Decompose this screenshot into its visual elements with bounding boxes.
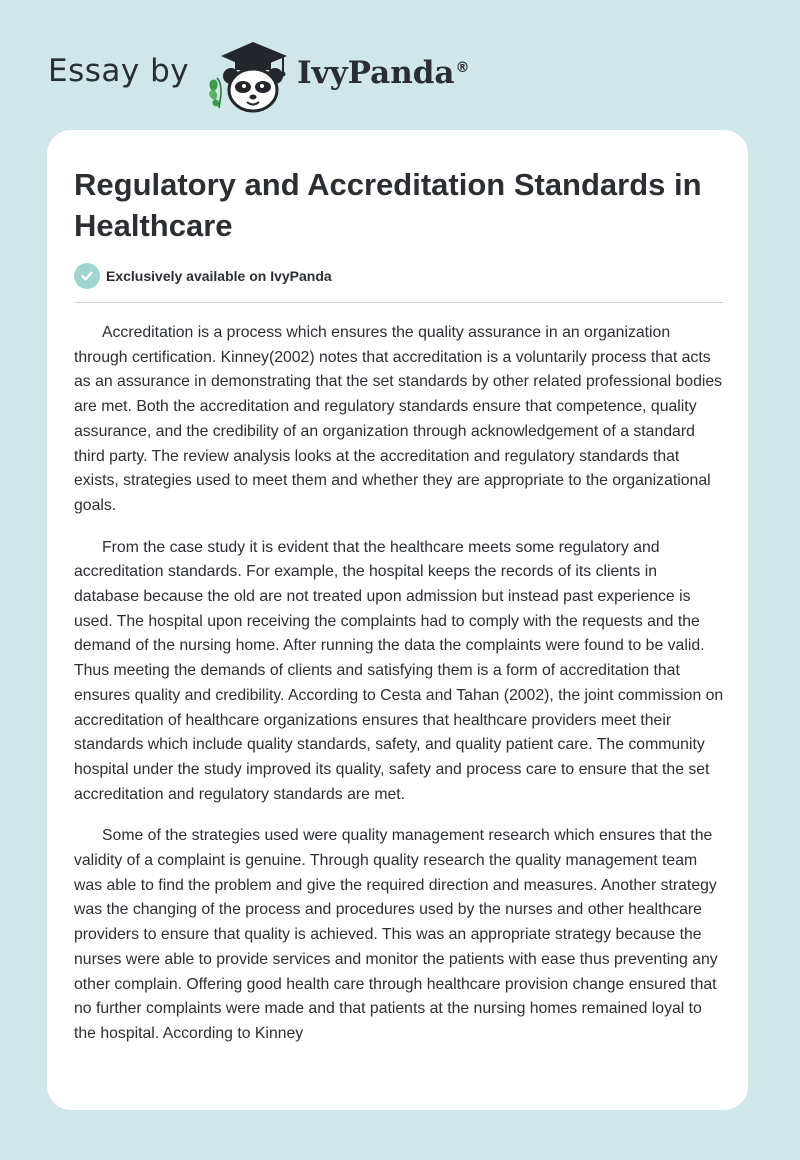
essay-title: Regulatory and Accreditation Standards in Healthcare bbox=[74, 167, 702, 243]
site-header bbox=[48, 34, 470, 114]
brand-name[interactable]: IvyPanda® bbox=[297, 55, 470, 91]
registered-mark: ® bbox=[455, 59, 470, 76]
essay-card bbox=[47, 130, 748, 1110]
paragraph: Some of the strategies used were quality management research which ensures that the validity of a complaint is genuine. Through quality research the quality management team was able to find the problem and give the required direction and measures. Another strategy was the changing of the process and procedures used by the nurses and other healthcare providers to ensure that quality is achieved. This was an appropriate strategy because the nurses were able to provide services and monitor the patients with ease thus preventing any other complain. Offering good health care through healthcare provision change ensured that no further complaints were made and that patients at the nursing homes remained loyal to the hospital. According to Kinney bbox=[74, 827, 718, 1042]
exclusive-text: Exclusively available on IvyPanda bbox=[106, 268, 332, 284]
exclusive-badge bbox=[74, 263, 332, 289]
paragraph: Accreditation is a process which ensures the quality assurance in an organization through certification. Kinney(2002) notes that accreditation is a voluntarily process that acts as an assurance in demonstrating that the set standards by other related professional bodies are met. Both the accreditation and regulatory standards ensure that competence, quality assurance, and the credibility of an organization through acknowledgement of a standard third party. The review analysis looks at the accreditation and regulatory standards that exists, strategies used to meet them and whether they are appropriate to the organizational goals. bbox=[74, 324, 723, 514]
divider bbox=[74, 302, 723, 303]
check-icon bbox=[74, 263, 100, 289]
paragraph: From the case study it is evident that the healthcare meets some regulatory and accreditation standards. For example, the hospital keeps the records of its clients in database because the old are not treated upon admission but instead past experience is used. The hospital upon receiving the complaints had to comply with the requests and the demand of the nursing home. After running the data the complaints were found to be valid. Thus meeting the demands of clients and satisfying them is a form of accreditation that ensures quality and credibility. According to Cesta and Tahan (2002), the joint commission on accreditation of healthcare organizations ensures that healthcare providers meet their standards which include quality standards, safety, and quality patient care. The community hospital under the study improved its quality, safety and process care to ensure that the set accreditation and regulatory standards are met. bbox=[74, 538, 724, 803]
essay-body bbox=[74, 321, 726, 1064]
essay-by-label: Essay by bbox=[48, 53, 190, 89]
panda-graduate-icon[interactable] bbox=[203, 34, 291, 114]
